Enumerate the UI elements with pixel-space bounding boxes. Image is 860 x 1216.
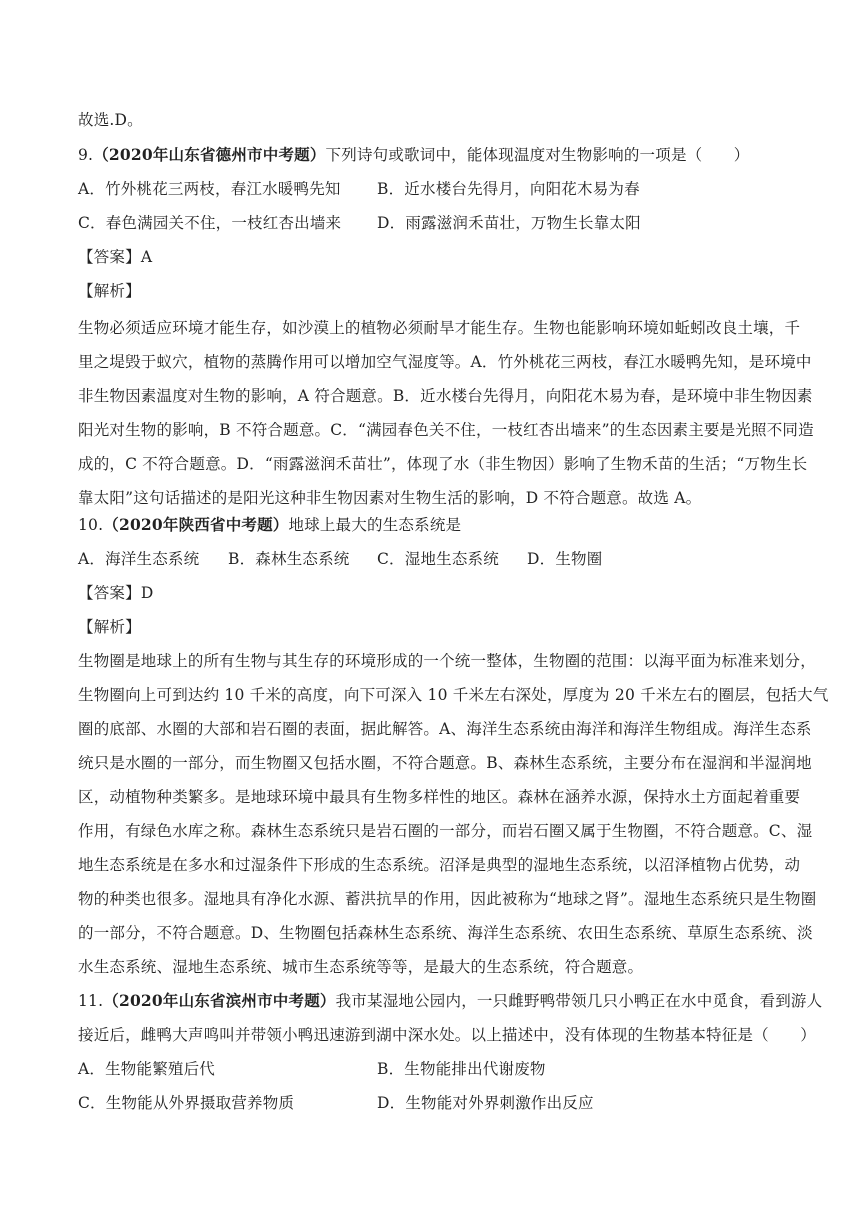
q9-analysis-line: 生物必须适应环境才能生存，如沙漠上的植物必须耐旱才能生存。生物也能影响环境如蚯蚓改良土壤，千 (78, 319, 801, 337)
q9-stem-line (78, 145, 749, 165)
q9-option-b: B．近水楼台先得月，向阳花木易为春 (377, 180, 640, 198)
q11-option-a: A．生物能繁殖后代 (78, 1060, 215, 1078)
q11-stem-first: 我市某湿地公园内，一只雌野鸭带领几只小鸭正在水中觅食，看到游人 (335, 992, 823, 1010)
q9-options-row-2 (78, 213, 778, 233)
q9-number: 9. (78, 146, 94, 164)
q11-option-d: D．生物能对外界刺激作出反应 (377, 1094, 594, 1112)
q9-analysis-line: 里之堤毁于蚁穴，植物的蒸腾作用可以增加空气湿度等。A．竹外桃花三两枝，春江水暖鸭先知，是环境中 (78, 353, 812, 371)
q9-option-a: A．竹外桃花三两枝，春江水暖鸭先知 (78, 180, 341, 198)
q11-option-b: B．生物能排出代谢废物 (377, 1060, 546, 1078)
q10-analysis-line: 圈的底部、水圈的大部和岩石圈的表面，据此解答。A、海洋生态系统由海洋和海洋生物组成。海洋生态系 (78, 720, 812, 738)
q10-option-d: D．生物圈 (527, 550, 603, 568)
q9-analysis-line: 靠太阳”这句话描述的是阳光这种非生物因素对生物生活的影响，D 不符合题意。故选 A。 (78, 489, 702, 507)
q9-analysis-line: 非生物因素温度对生物的影响，A 符合题意。B．近水楼台先得月，向阳花木易为春，是环境中非生物因素 (78, 387, 813, 405)
q9-option-d: D．雨露滋润禾苗壮，万物生长靠太阳 (377, 214, 641, 232)
q10-analysis-line: 水生态系统、湿地生态系统、城市生态系统等等，是最大的生态系统，符合题意。 (78, 958, 644, 976)
q11-options-row-2 (78, 1093, 778, 1113)
q10-stem: 地球上最大的生态系统是 (288, 516, 462, 534)
q10-answer-value: D (140, 584, 154, 602)
q9-analysis-line: 阳光对生物的影响，B 不符合题意。C．“满园春色关不住，一枝红杏出墙来”的生态因素主要是光照不同造 (78, 421, 814, 439)
q9-stem: 下列诗句或歌词中，能体现温度对生物影响的一项是（ ） (325, 146, 750, 164)
q9-answer-label: 【答案】 (78, 248, 141, 266)
q11-option-c: C．生物能从外界摄取营养物质 (78, 1094, 295, 1112)
q10-answer-label: 【答案】 (78, 584, 141, 602)
q10-option-c: C．湿地生态系统 (377, 550, 499, 568)
q9-answer-value: A (140, 248, 153, 266)
q10-answer (78, 583, 153, 603)
q9-analysis-line: 成的，C 不符合题意。D．“雨露滋润禾苗壮”，体现了水（非生物因）影响了生物禾苗的生活；“万物生长 (78, 455, 808, 473)
q10-analysis-line: 生物圈向上可到达约 10 千米的高度，向下可深入 10 千米左右深处，厚度为 20 千米左右的圈层，包括大气 (78, 686, 829, 704)
q9-option-c: C．春色满园关不住，一枝红杏出墙来 (78, 214, 342, 232)
q9-options-row-1 (78, 179, 778, 199)
q10-analysis-line: 作用，有绿色水库之称。森林生态系统只是岩石圈的一部分，而岩石圈又属于生物圈，不符合题意。C、湿 (78, 822, 813, 840)
q11-source: （2020年山东省滨州市中考题） (103, 991, 336, 1010)
q10-analysis-line: 的一部分，不符合题意。D、生物圈包括森林生态系统、海洋生态系统、农田生态系统、草原生态系统、淡 (78, 924, 813, 942)
q10-analysis-label: 【解析】 (78, 618, 141, 636)
q10-options-row (78, 549, 778, 569)
q11-stem-continued: 接近后，雌鸭大声鸣叫并带领小鸭迅速游到湖中深水处。以上描述中，没有体现的生物基本特征是（ ） (78, 1026, 816, 1044)
q8-conclusion: 故选.D。 (78, 111, 143, 129)
q10-number: 10. (78, 516, 104, 534)
q10-analysis-line: 生物圈是地球上的所有生物与其生存的环境形成的一个统一整体，生物圈的范围：以海平面为标准来划分， (78, 652, 816, 670)
q10-analysis-line: 地生态系统是在多水和过湿条件下形成的生态系统。沼泽是典型的湿地生态系统，以沼泽植物占优势，动 (78, 856, 801, 874)
q10-analysis-line: 物的种类也很多。湿地具有净化水源、蓄洪抗旱的作用，因此被称为“地球之肾”。湿地生态系统只是生物圈 (78, 890, 817, 908)
q9-analysis-label: 【解析】 (78, 282, 141, 300)
q10-analysis-line: 区，动植物种类繁多。是地球环境中最具有生物多样性的地区。森林在涵养水源，保持水土方面起着重要 (78, 788, 801, 806)
q10-stem-line (78, 515, 461, 535)
q11-stem-line (78, 991, 822, 1011)
q10-analysis-line: 统只是水圈的一部分，而生物圈又包括水圈，不符合题意。B、森林生态系统，主要分布在湿润和半湿润地 (78, 754, 812, 772)
q10-source: （2020年陕西省中考题） (103, 515, 289, 534)
q11-number: 11. (78, 992, 104, 1010)
q10-option-b: B．森林生态系统 (228, 550, 350, 568)
q11-options-row-1 (78, 1059, 778, 1079)
q9-source: （2020年山东省德州市中考题） (93, 145, 326, 164)
q10-option-a: A．海洋生态系统 (78, 550, 200, 568)
q9-answer (78, 247, 152, 267)
